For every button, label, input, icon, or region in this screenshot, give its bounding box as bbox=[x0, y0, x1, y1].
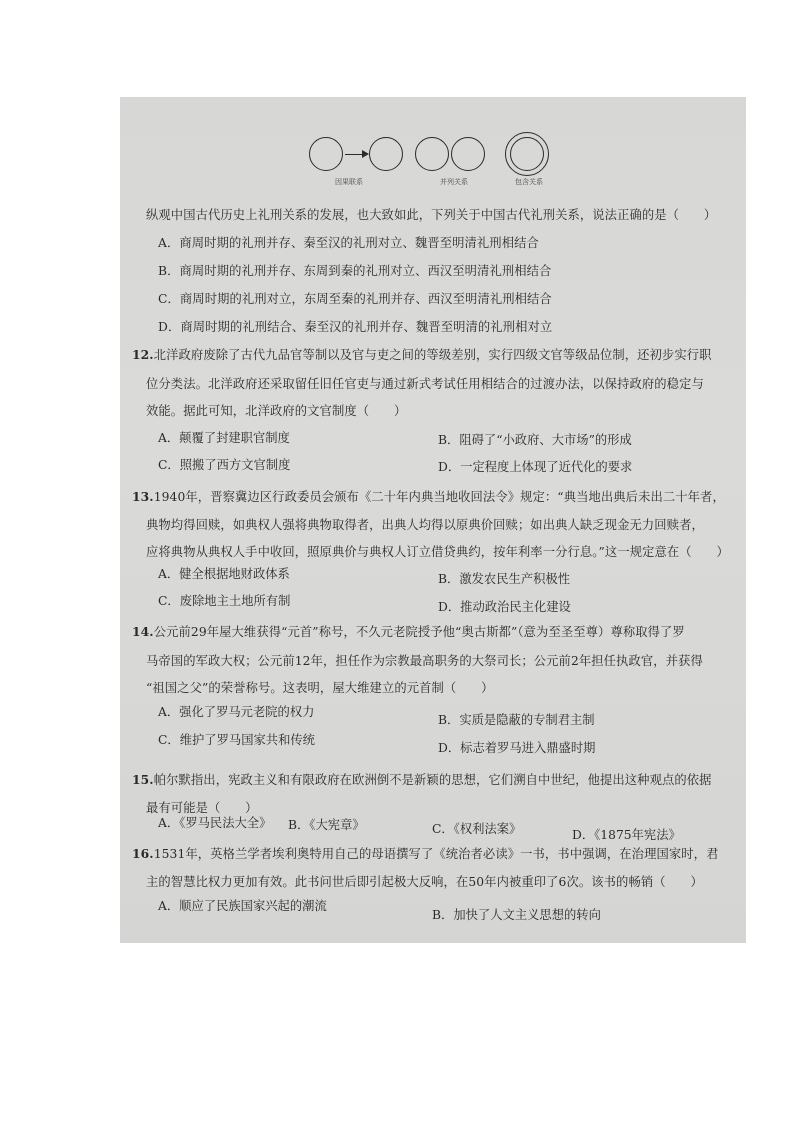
q11-option-c: C．商周时期的礼刑对立，东周至秦的礼刑并存、西汉至明清礼刑相结合 bbox=[158, 292, 552, 306]
q15-stem-text-1: 帕尔默指出，宪政主义和有限政府在欧洲倒不是新颖的思想，它们溯自中世纪，他提出这种观点的依据 bbox=[153, 773, 712, 787]
q15-option-d: D．《1875年宪法》 bbox=[572, 828, 681, 842]
q14-stem-text-1: 公元前29年屋大维获得“元首”称号，不久元老院授予他“奥古斯都”（意为至圣至尊）尊称取得了罗 bbox=[153, 625, 685, 639]
q13-stem-line-1 bbox=[132, 487, 725, 505]
q14-stem-line-1 bbox=[132, 622, 685, 640]
q14-option-a: A．强化了罗马元老院的权力 bbox=[158, 705, 315, 719]
q14-number: 14. bbox=[132, 624, 154, 639]
q15-option-c: C．《权利法案》 bbox=[432, 822, 522, 836]
q12-stem-line-2: 位分类法。北洋政府还采取留任旧任官吏与通过新式考试任用相结合的过渡办法，以保持政府的稳定与 bbox=[146, 377, 704, 391]
q13-option-d: D．推动政治民主化建设 bbox=[438, 600, 571, 614]
q16-stem-line-2: 主的智慧比权力更加有效。此书问世后即引起极大反响，在50年内被重印了6次。该书的畅销（ ） bbox=[146, 875, 703, 889]
q12-stem-line-3: 效能。据此可知，北洋政府的文官制度（ ） bbox=[146, 404, 407, 418]
q13-stem-line-3: 应将典物从典权人手中收回，照原典价与典权人订立借贷典约，按年利率一分行息。”这一规定意在（ ） bbox=[146, 545, 729, 559]
q14-stem-line-3: “祖国之父”的荣誉称号。这表明，屋大维建立的元首制（ ） bbox=[146, 681, 494, 695]
q15-stem-line-1 bbox=[132, 770, 712, 788]
q15-number: 15. bbox=[132, 772, 154, 787]
q12-stem-text-1: 北洋政府废除了古代九品官等制以及官与吏之间的等级差别，实行四级文官等级品位制，还初步实行职 bbox=[153, 348, 712, 362]
q11-option-d: D．商周时期的礼刑结合、秦至汉的礼刑并存、魏晋至明清的礼刑相对立 bbox=[158, 320, 553, 334]
q13-stem-text-1: 1940年，晋察冀边区行政委员会颁布《二十年内典当地收回法令》规定：“典当地出典后未出二十年者， bbox=[153, 490, 725, 504]
q11-stem: 纵观中国古代历史上礼刑关系的发展，也大致如此，下列关于中国古代礼刑关系，说法正确的是（ ） bbox=[146, 208, 717, 222]
q15-option-b: B．《大宪章》 bbox=[288, 818, 365, 832]
q12-option-b: B．阻碍了“小政府、大市场”的形成 bbox=[438, 433, 632, 447]
diagram-label-contain: 包含关系 bbox=[515, 178, 543, 186]
relationship-diagram bbox=[305, 129, 565, 189]
q13-option-b: B．激发农民生产积极性 bbox=[438, 572, 571, 586]
q14-stem-line-2: 马帝国的军政大权；公元前12年，担任作为宗教最高职务的大祭司长；公元前2年担任执政官，并获得 bbox=[146, 654, 703, 668]
exam-page-photo bbox=[120, 97, 746, 943]
cause-circle-right bbox=[369, 137, 403, 171]
diagram-label-cause: 因果联系 bbox=[335, 178, 363, 186]
cause-arrowhead bbox=[362, 150, 369, 158]
q12-option-d: D．一定程度上体现了近代化的要求 bbox=[438, 460, 633, 474]
cause-arrow bbox=[345, 154, 363, 155]
diagram-label-parallel: 并列关系 bbox=[440, 178, 468, 186]
contain-outer-circle bbox=[505, 132, 549, 176]
parallel-circle-left bbox=[415, 137, 449, 171]
q12-number: 12. bbox=[132, 347, 154, 362]
q16-option-a: A．顺应了民族国家兴起的潮流 bbox=[158, 899, 327, 913]
q14-option-b: B．实质是隐蔽的专制君主制 bbox=[438, 713, 595, 727]
q15-option-a: A．《罗马民法大全》 bbox=[158, 816, 272, 830]
q13-option-c: C．废除地主土地所有制 bbox=[158, 594, 291, 608]
q15-stem-line-2: 最有可能是（ ） bbox=[146, 801, 258, 815]
q14-option-d: D．标志着罗马进入鼎盛时期 bbox=[438, 741, 596, 755]
q13-stem-line-2: 典物均得回赎，如典权人强将典物取得者，出典人均得以原典价回赎；如出典人缺乏现金无力回赎者， bbox=[146, 518, 704, 532]
q13-number: 13. bbox=[132, 489, 154, 504]
q16-option-b: B．加快了人文主义思想的转向 bbox=[432, 908, 601, 922]
q14-option-c: C．维护了罗马国家共和传统 bbox=[158, 733, 315, 747]
q12-option-c: C．照搬了西方文官制度 bbox=[158, 458, 291, 472]
cause-circle-left bbox=[309, 137, 343, 171]
q16-stem-line-1 bbox=[132, 844, 718, 862]
q12-stem-line-1 bbox=[132, 345, 712, 363]
q16-stem-text-1: 1531年，英格兰学者埃利奥特用自己的母语撰写了《统治者必读》一书，书中强调，在治理国家时，君 bbox=[153, 847, 719, 861]
parallel-circle-right bbox=[451, 137, 485, 171]
q12-option-a: A．颠覆了封建职官制度 bbox=[158, 431, 290, 445]
q11-option-b: B．商周时期的礼刑并存、东周到秦的礼刑对立、西汉至明清礼刑相结合 bbox=[158, 264, 552, 278]
contain-inner-circle bbox=[510, 137, 544, 171]
q13-option-a: A．健全根据地财政体系 bbox=[158, 567, 290, 581]
q11-option-a: A．商周时期的礼刑并存、秦至汉的礼刑对立、魏晋至明清礼刑相结合 bbox=[158, 236, 539, 250]
q16-number: 16. bbox=[132, 846, 154, 861]
